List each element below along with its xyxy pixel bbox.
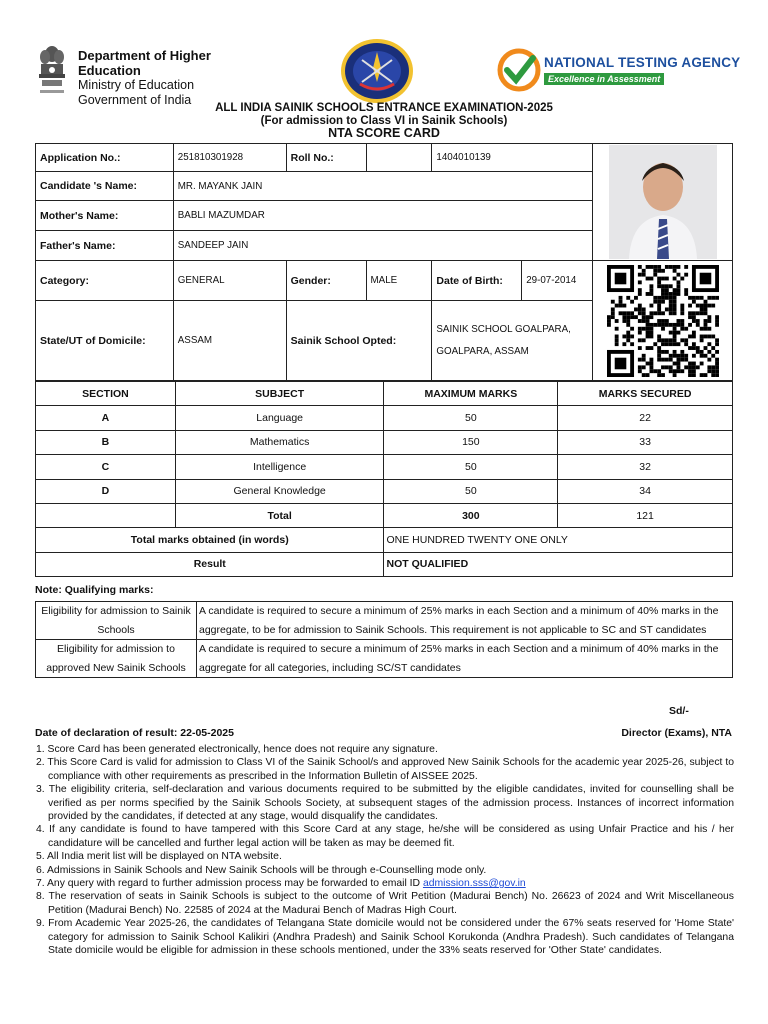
notes-list	[36, 743, 734, 958]
qualifying-label: Eligibility for admission to Sainik Schools	[36, 602, 197, 640]
subject-cell: Mathematics	[175, 430, 384, 454]
nta-checkmark-icon	[497, 48, 541, 92]
note-item	[36, 877, 734, 890]
exam-subtitle: (For admission to Class VI in Sainik Schools)	[260, 114, 508, 127]
photo-cell	[593, 144, 733, 261]
qualifying-text: A candidate is required to secure a minimum of 25% marks in each Section and a minimum of 40% marks in the aggregate, to be for admission to Sainik Schools. This requirement is not applicable to SC and ST candidates	[197, 602, 733, 640]
candidate-info-table	[35, 143, 733, 381]
ministry-name: Ministry of Education	[78, 78, 195, 92]
application-value: 251810301928	[173, 144, 286, 172]
qualifying-row	[36, 640, 733, 678]
school-value	[432, 301, 593, 381]
note-7-text: 7. Any query with regard to further admission process may be forwarded to email ID	[36, 878, 423, 890]
state-label: State/UT of Domicile:	[36, 301, 174, 381]
roll-value: 1404010139	[432, 144, 593, 172]
result-row	[36, 552, 733, 576]
signature-sd: Sd/-	[669, 705, 689, 717]
dob-label: Date of Birth:	[432, 261, 522, 301]
qualifying-text: A candidate is required to secure a minimum of 25% marks in each Section and a minimum of 40% marks in the aggregate for all categories, including SC/ST candidates	[197, 640, 733, 678]
school-value-line1: SAINIK SCHOOL GOALPARA,	[436, 323, 571, 335]
category-label: Category:	[36, 261, 174, 301]
admission-email-link[interactable]: admission.sss@gov.in	[422, 878, 526, 890]
department-name: Department of Higher Education	[78, 48, 211, 78]
note-item: 1. Score Card has been generated electronically, hence does not require any signature.	[36, 744, 438, 755]
qualifying-title: Note: Qualifying marks:	[35, 584, 154, 596]
note-item: 6. Admissions in Sainik Schools and New Sainik Schools will be through e-Counselling mode only.	[36, 864, 487, 876]
sainik-schools-society-logo	[340, 38, 414, 104]
mother-name-label: Mother's Name:	[36, 201, 174, 231]
total-max: 300	[384, 503, 558, 527]
secured-cell: 34	[558, 479, 733, 503]
note-item: 3. The eligibility criteria, self-declaration and various documents required to be submitted by the eligible candidates, invited for counselling shall be verified as per norms specified by the Sainik Schools Society, at subsequent stages of the admission process. Instances of incorrect information provided by the candidates, if detected at any stage, would disqualify the candidates.	[36, 784, 734, 823]
marks-row	[36, 430, 733, 454]
category-value: GENERAL	[173, 261, 286, 301]
government-name: Government of India	[78, 93, 192, 107]
subject-header: SUBJECT	[175, 382, 384, 406]
qualifying-label: Eligibility for admission to approved New Sainik Schools	[36, 640, 197, 678]
gender-value: MALE	[366, 261, 432, 301]
qr-cell	[593, 261, 733, 381]
agency-tagline: Excellence in Assessment	[544, 73, 664, 85]
qualifying-table	[35, 601, 733, 678]
nta-logo	[497, 46, 741, 94]
scorecard-title: NTA SCORE CARD	[328, 126, 440, 140]
candidate-name-value: MR. MAYANK JAIN	[173, 172, 592, 201]
secured-cell: 22	[558, 406, 733, 430]
director-title: Director (Exams), NTA	[621, 727, 732, 739]
note-item: 2. This Score Card is valid for admission to Class VI of the Sainik School/s and approved New Sainik Schools for the academic year 2025-26, subject to compliance with other requirements as prescribed in the Information Bulletin of AISSEE 2025.	[36, 757, 734, 782]
max-cell: 150	[384, 430, 558, 454]
note-item: 8. The reservation of seats in Sainik Schools is subject to the outcome of Writ Petition (Madurai Bench) No. 26623 of 2024 and Writ Miscellaneous Petition (Madurai Bench) No. 22585 of 2024 at the Madurai Bench of Madras High Court.	[36, 891, 734, 916]
mother-name-value: BABLI MAZUMDAR	[173, 201, 592, 231]
exam-titles	[0, 102, 768, 140]
declaration-date: Date of declaration of result: 22-05-2025	[35, 727, 234, 739]
subject-cell: Language	[175, 406, 384, 430]
note-item: 5. All India merit list will be displayed on NTA website.	[36, 851, 282, 863]
section-cell: D	[36, 479, 176, 503]
candidate-name-label: Candidate 's Name:	[36, 172, 174, 201]
state-value: ASSAM	[173, 301, 286, 381]
subject-cell: Intelligence	[175, 455, 384, 479]
total-secured: 121	[558, 503, 733, 527]
exam-title: ALL INDIA SAINIK SCHOOLS ENTRANCE EXAMINATION-2025	[215, 102, 553, 114]
dob-value: 29-07-2014	[522, 261, 593, 301]
max-cell: 50	[384, 406, 558, 430]
application-label: Application No.:	[36, 144, 174, 172]
words-row	[36, 528, 733, 552]
note-item: 9. From Academic Year 2025-26, the candidates of Telangana State domicile would not be considered under the 67% seats reserved for 'Home State' category for admission to Sainik School Kalikiri (Andhra Pradesh) and Sainik School Korukonda (Andhra Pradesh). Such candidates of Telangana State domicile would be eligible for admission in these schools mentioned, under the 33% seats reserved for 'Other State' candidates.	[36, 918, 734, 957]
marks-row	[36, 406, 733, 430]
section-cell: C	[36, 455, 176, 479]
max-cell: 50	[384, 455, 558, 479]
subject-cell: General Knowledge	[175, 479, 384, 503]
secured-cell: 33	[558, 430, 733, 454]
words-value: ONE HUNDRED TWENTY ONE ONLY	[384, 528, 733, 552]
note-item: 4. If any candidate is found to have tampered with this Score Card at any stage, he/she will be considered as using Unfair Practice and his / her candidature will be cancelled and further legal action will be taken as may be deemed fit.	[36, 824, 734, 849]
section-header: SECTION	[36, 382, 176, 406]
agency-name: NATIONAL TESTING AGENCY	[544, 55, 741, 70]
roll-label: Roll No.:	[286, 144, 366, 172]
marks-secured-header: MARKS SECURED	[558, 382, 733, 406]
gender-label: Gender:	[286, 261, 366, 301]
candidate-photo	[609, 145, 717, 259]
result-value: NOT QUALIFIED	[384, 552, 733, 576]
qr-code-icon	[607, 265, 719, 377]
result-label: Result	[36, 552, 384, 576]
total-row	[36, 503, 733, 527]
school-value-line2: GOALPARA, ASSAM	[436, 345, 529, 357]
father-name-label: Father's Name:	[36, 231, 174, 261]
max-marks-header: MAXIMUM MARKS	[384, 382, 558, 406]
father-name-value: SANDEEP JAIN	[173, 231, 592, 261]
marks-row	[36, 455, 733, 479]
qualifying-row	[36, 602, 733, 640]
school-label: Sainik School Opted:	[286, 301, 432, 381]
section-cell: B	[36, 430, 176, 454]
total-label: Total	[175, 503, 384, 527]
ministry-header	[36, 42, 276, 107]
section-cell: A	[36, 406, 176, 430]
marks-table	[35, 381, 733, 577]
max-cell: 50	[384, 479, 558, 503]
department-text	[78, 48, 276, 108]
national-emblem-icon	[36, 42, 68, 98]
secured-cell: 32	[558, 455, 733, 479]
words-label: Total marks obtained (in words)	[36, 528, 384, 552]
marks-header-row	[36, 382, 733, 406]
marks-row	[36, 479, 733, 503]
